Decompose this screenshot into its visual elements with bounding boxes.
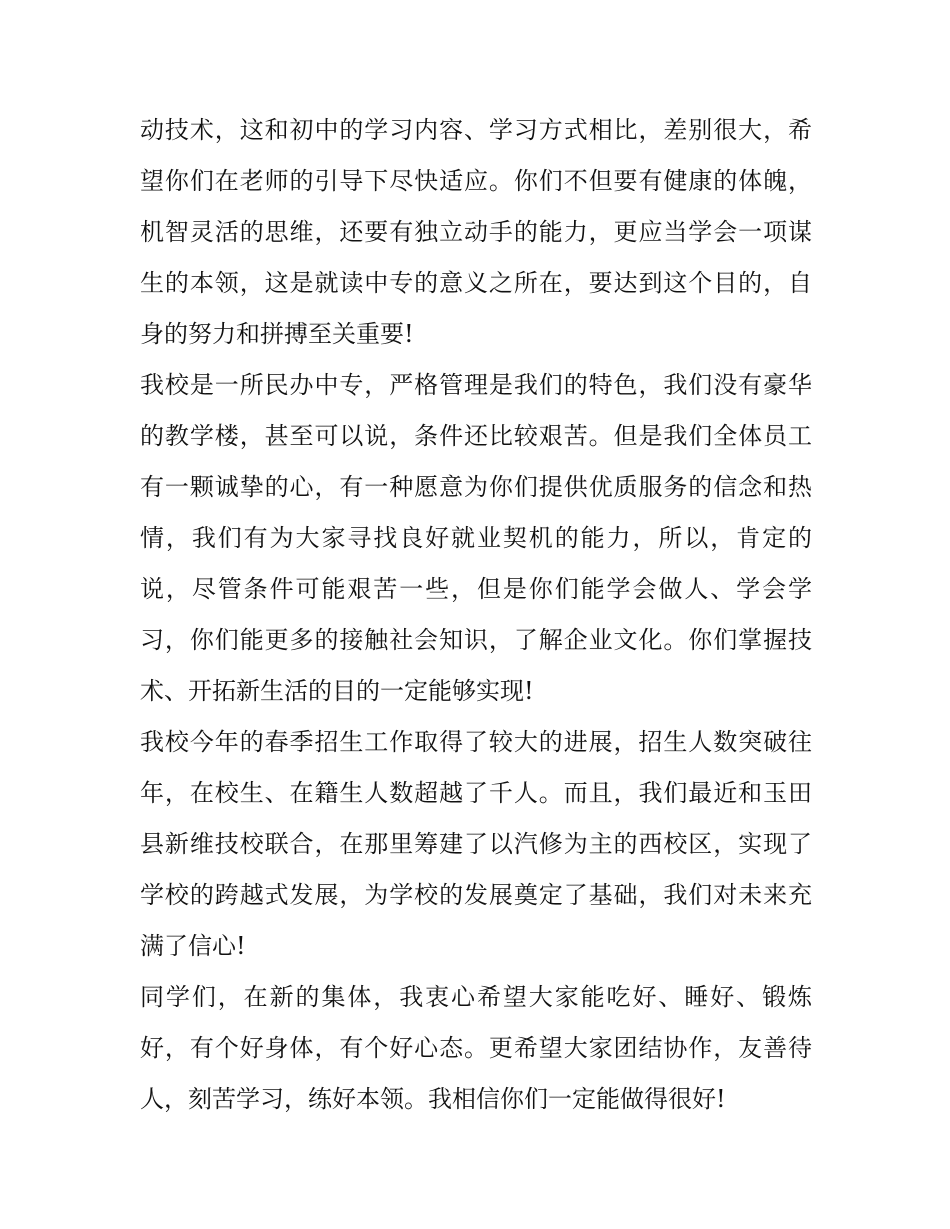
- paragraph-line: 习，你们能更多的接触社会知识，了解企业文化。你们掌握技: [140, 626, 812, 654]
- paragraph-line: 说，尽管条件可能艰苦一些，但是你们能学会做人、学会学: [140, 575, 812, 603]
- paragraph-2: [140, 360, 812, 717]
- document-body: [140, 105, 812, 1125]
- paragraph-line: 学校的跨越式发展，为学校的发展奠定了基础，我们对未来充: [140, 881, 812, 909]
- paragraph-line: 望你们在老师的引导下尽快适应。你们不但要有健康的体魄，: [140, 167, 812, 195]
- paragraph-1: [140, 105, 812, 360]
- paragraph-line: 好，有个好身体，有个好心态。更希望大家团结协作，友善待: [140, 1034, 812, 1062]
- paragraph-line: 有一颗诚挚的心，有一种愿意为你们提供优质服务的信念和热: [140, 473, 812, 501]
- paragraph-3: [140, 717, 812, 972]
- paragraph-line: 县新维技校联合，在那里筹建了以汽修为主的西校区，实现了: [140, 830, 812, 858]
- paragraph-line: 人，刻苦学习，练好本领。我相信你们一定能做得很好!: [140, 1085, 726, 1113]
- paragraph-line: 机智灵活的思维，还要有独立动手的能力，更应当学会一项谋: [140, 218, 812, 246]
- paragraph-line: 满了信心!: [140, 932, 246, 960]
- paragraph-line: 的教学楼，甚至可以说，条件还比较艰苦。但是我们全体员工: [140, 422, 812, 450]
- paragraph-line: 年，在校生、在籍生人数超越了千人。而且，我们最近和玉田: [140, 779, 812, 807]
- paragraph-line: 生的本领，这是就读中专的意义之所在，要达到这个目的，自: [140, 269, 812, 297]
- paragraph-line: 同学们，在新的集体，我衷心希望大家能吃好、睡好、锻炼: [140, 983, 812, 1011]
- paragraph-line: 我校是一所民办中专，严格管理是我们的特色，我们没有豪华: [140, 371, 812, 399]
- paragraph-line: 情，我们有为大家寻找良好就业契机的能力，所以，肯定的: [140, 524, 812, 552]
- paragraph-4: [140, 972, 812, 1125]
- paragraph-line: 动技术，这和初中的学习内容、学习方式相比，差别很大，希: [140, 116, 812, 144]
- paragraph-line: 术、开拓新生活的目的一定能够实现!: [140, 677, 534, 705]
- paragraph-line: 我校今年的春季招生工作取得了较大的进展，招生人数突破往: [140, 728, 812, 756]
- paragraph-line: 身的努力和拼搏至关重要!: [140, 320, 414, 348]
